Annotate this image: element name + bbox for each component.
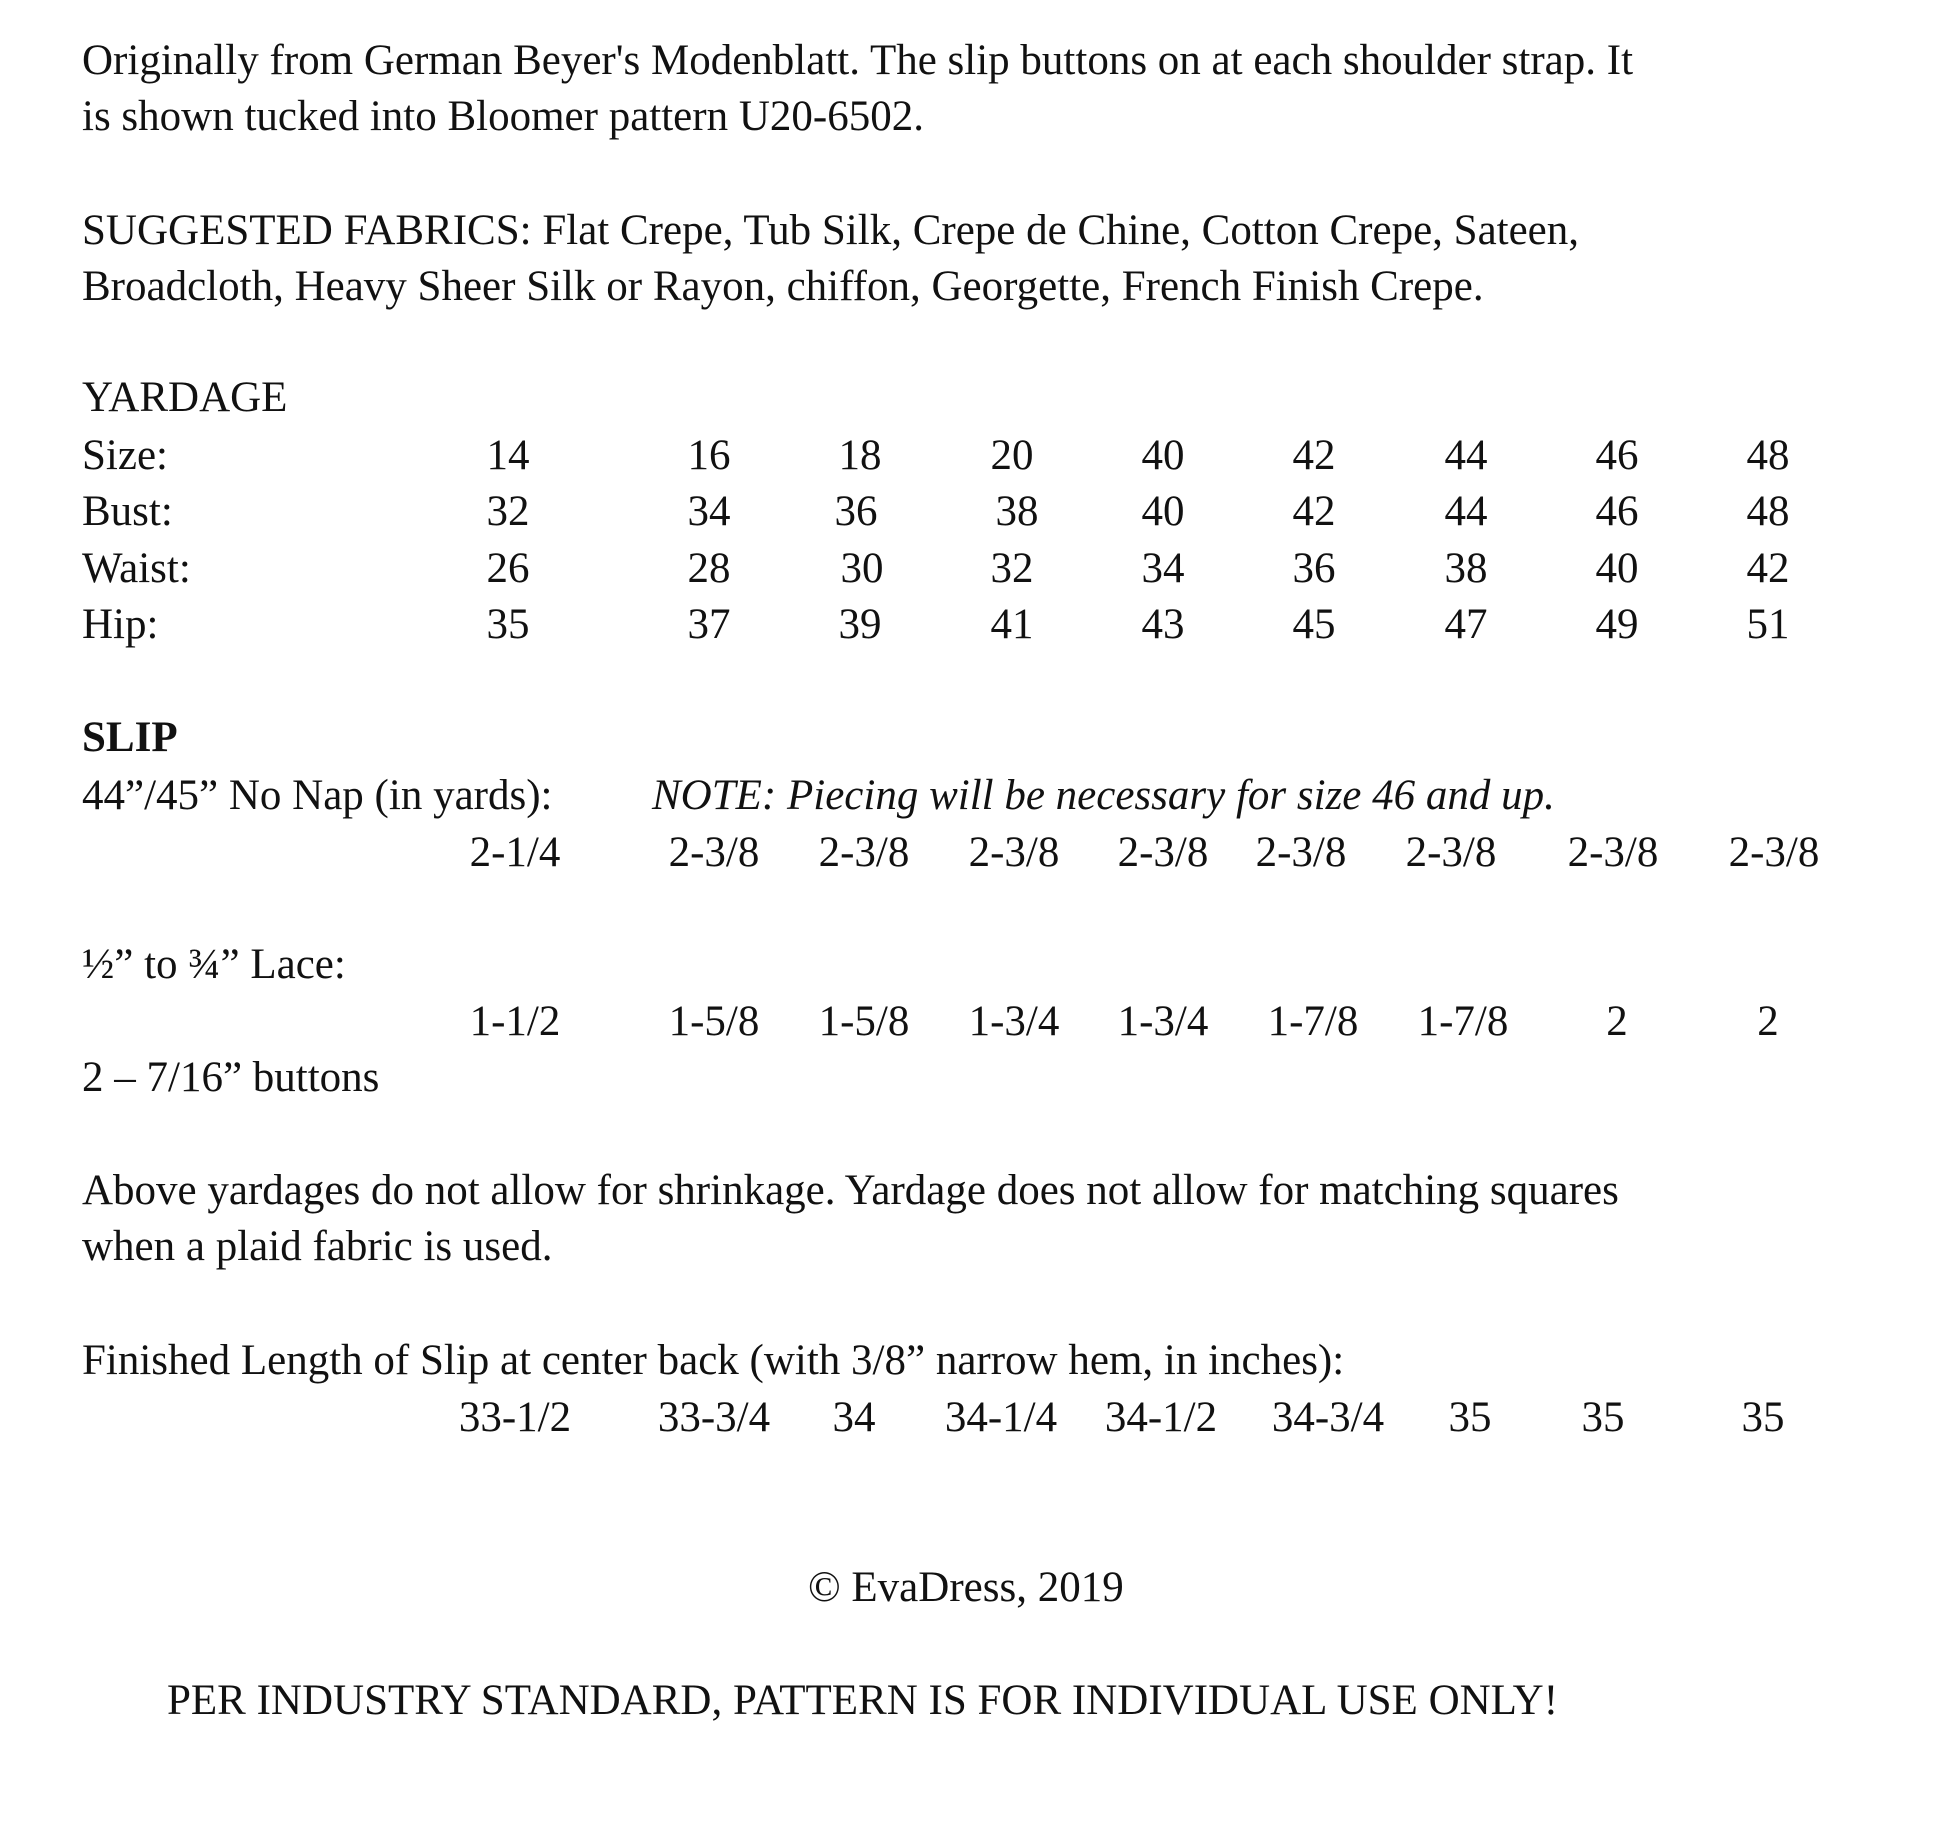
hip-value: 49	[1595, 601, 1639, 648]
length-value: 33-1/2	[458, 1394, 572, 1441]
lace-value: 2	[1757, 998, 1779, 1045]
bust-value: 46	[1595, 488, 1639, 535]
usage-notice: PER INDUSTRY STANDARD, PATTERN IS FOR INDIVIDUAL USE ONLY!	[167, 1677, 1559, 1724]
lace-value: 1-5/8	[818, 998, 910, 1045]
size-value: 14	[486, 432, 530, 479]
slip-heading: SLIP	[82, 714, 178, 761]
lace-value: 1-1/2	[469, 998, 561, 1045]
waist-value: 42	[1746, 545, 1790, 592]
lace-value: 1-3/4	[968, 998, 1060, 1045]
no-nap-value: 2-3/8	[668, 829, 760, 876]
length-value: 34-1/4	[944, 1394, 1058, 1441]
length-value: 34-3/4	[1271, 1394, 1385, 1441]
fabrics-line-1: SUGGESTED FABRICS: Flat Crepe, Tub Silk, Crepe de Chine, Cotton Crepe, Sateen,	[82, 207, 1580, 254]
size-value: 40	[1141, 432, 1185, 479]
hip-value: 37	[687, 601, 731, 648]
shrinkage-line-2: when a plaid fabric is used.	[82, 1223, 553, 1270]
size-label: Size:	[82, 432, 168, 479]
length-value: 35	[1448, 1394, 1492, 1441]
hip-value: 47	[1444, 601, 1488, 648]
waist-value: 32	[990, 545, 1034, 592]
length-value: 34	[832, 1394, 876, 1441]
hip-value: 35	[486, 601, 530, 648]
no-nap-value: 2-3/8	[818, 829, 910, 876]
no-nap-value: 2-3/8	[1567, 829, 1659, 876]
no-nap-value: 2-3/8	[968, 829, 1060, 876]
length-value: 34-1/2	[1104, 1394, 1218, 1441]
length-value: 35	[1581, 1394, 1625, 1441]
fabrics-line-2: Broadcloth, Heavy Sheer Silk or Rayon, chiffon, Georgette, French Finish Crepe.	[82, 263, 1484, 310]
waist-label: Waist:	[82, 545, 191, 592]
size-value: 46	[1595, 432, 1639, 479]
lace-value: 1-7/8	[1417, 998, 1509, 1045]
hip-label: Hip:	[82, 601, 159, 648]
bust-value: 36	[834, 488, 878, 535]
lace-value: 2	[1606, 998, 1628, 1045]
bust-value: 38	[995, 488, 1039, 535]
bust-value: 40	[1141, 488, 1185, 535]
lace-label: ½” to ¾” Lace:	[82, 941, 346, 988]
no-nap-value: 2-3/8	[1405, 829, 1497, 876]
bust-value: 34	[687, 488, 731, 535]
waist-value: 34	[1141, 545, 1185, 592]
shrinkage-line-1: Above yardages do not allow for shrinkage. Yardage does not allow for matching squares	[82, 1167, 1619, 1214]
lace-value: 1-5/8	[668, 998, 760, 1045]
no-nap-label: 44”/45” No Nap (in yards):	[82, 772, 553, 819]
hip-value: 43	[1141, 601, 1185, 648]
lace-value: 1-7/8	[1267, 998, 1359, 1045]
waist-value: 26	[486, 545, 530, 592]
hip-value: 41	[990, 601, 1034, 648]
size-value: 20	[990, 432, 1034, 479]
hip-value: 51	[1746, 601, 1790, 648]
lace-value: 1-3/4	[1117, 998, 1209, 1045]
intro-line-2: is shown tucked into Bloomer pattern U20-6502.	[82, 93, 924, 140]
waist-value: 38	[1444, 545, 1488, 592]
bust-value: 44	[1444, 488, 1488, 535]
no-nap-value: 2-1/4	[469, 829, 561, 876]
copyright: © EvaDress, 2019	[808, 1564, 1124, 1611]
size-value: 18	[838, 432, 882, 479]
bust-value: 32	[486, 488, 530, 535]
yardage-heading: YARDAGE	[82, 374, 288, 421]
hip-value: 39	[838, 601, 882, 648]
size-value: 16	[687, 432, 731, 479]
waist-value: 36	[1292, 545, 1336, 592]
no-nap-value: 2-3/8	[1117, 829, 1209, 876]
piecing-note: NOTE: Piecing will be necessary for size 46 and up.	[652, 772, 1555, 819]
size-value: 44	[1444, 432, 1488, 479]
size-value: 48	[1746, 432, 1790, 479]
waist-value: 30	[840, 545, 884, 592]
waist-value: 28	[687, 545, 731, 592]
size-value: 42	[1292, 432, 1336, 479]
bust-value: 48	[1746, 488, 1790, 535]
length-value: 33-3/4	[657, 1394, 771, 1441]
bust-label: Bust:	[82, 488, 173, 535]
finished-length-label: Finished Length of Slip at center back (with 3/8” narrow hem, in inches):	[82, 1337, 1345, 1384]
buttons-line: 2 – 7/16” buttons	[82, 1054, 380, 1101]
length-value: 35	[1741, 1394, 1785, 1441]
bust-value: 42	[1292, 488, 1336, 535]
no-nap-value: 2-3/8	[1728, 829, 1820, 876]
waist-value: 40	[1595, 545, 1639, 592]
hip-value: 45	[1292, 601, 1336, 648]
intro-line-1: Originally from German Beyer's Modenblatt. The slip buttons on at each shoulder strap. It	[82, 37, 1634, 84]
no-nap-value: 2-3/8	[1255, 829, 1347, 876]
